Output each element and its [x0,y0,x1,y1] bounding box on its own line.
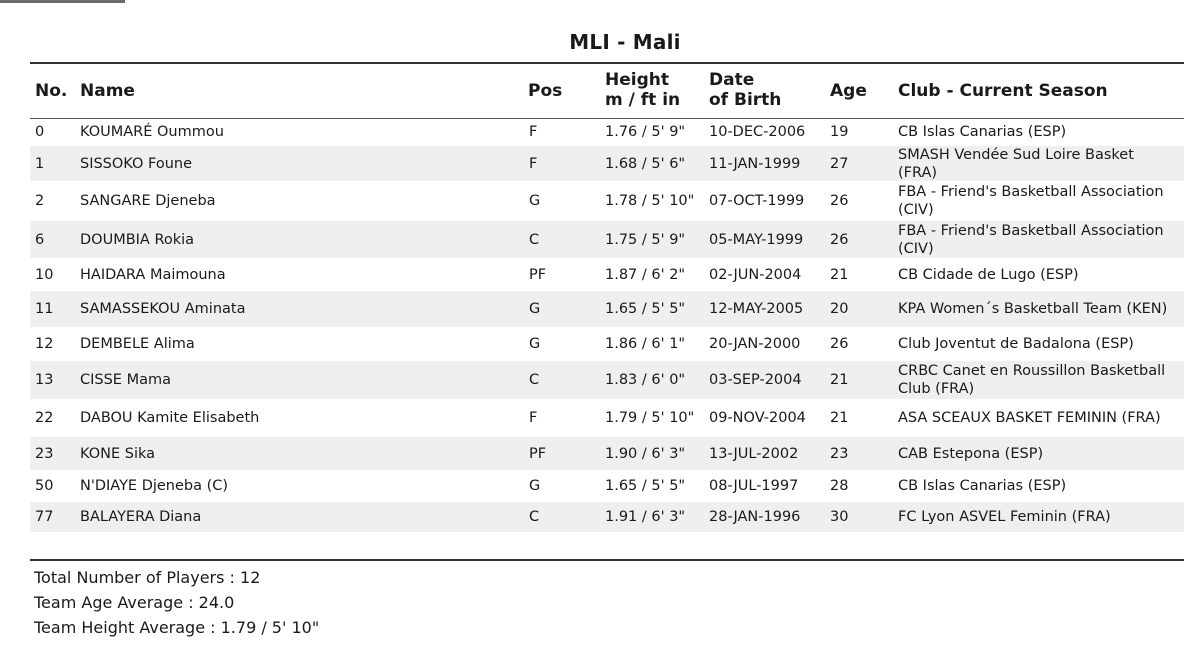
cell-dob: 20-JAN-2000 [709,336,801,352]
cell-dob: 11-JAN-1999 [709,155,801,172]
cell-no: 50 [35,478,54,494]
cell-height: 1.79 / 5' 10" [605,410,695,426]
cell-age: 30 [830,509,849,525]
cell-pos: G [529,193,541,209]
cell-dob: 05-MAY-1999 [709,231,804,248]
cell-name: DEMBELE Alima [80,336,195,352]
cell-pos: C [529,509,540,525]
table-row [30,502,1184,532]
cell-no: 13 [35,372,54,388]
cell-age: 20 [830,301,849,317]
cell-no: 22 [35,410,54,426]
cell-age: 21 [830,410,849,426]
cell-height: 1.65 / 5' 5" [605,301,686,317]
header-age: Age [830,81,867,101]
cell-club: CB Islas Canarias (ESP) [898,124,1067,140]
roster-table [30,118,1184,532]
cell-dob: 09-NOV-2004 [709,410,806,426]
cell-dob: 10-DEC-2006 [709,124,806,140]
cell-name: CISSE Mama [80,372,171,388]
table-row [30,437,1184,470]
top-divider [30,62,1184,64]
header-dob [709,70,781,110]
cell-age: 23 [830,445,849,462]
cell-name: N'DIAYE Djeneba (C) [80,478,229,494]
table-row [30,258,1184,291]
cell-name: DABOU Kamite Elisabeth [80,410,260,426]
cell-pos: C [529,372,540,388]
cell-height: 1.91 / 6' 3" [605,509,686,525]
table-row [30,399,1184,437]
cell-club: KPA Women´s Basketball Team (KEN) [898,301,1168,317]
cell-dob: 08-JUL-1997 [709,478,799,494]
cell-no: 10 [35,266,54,283]
bottom-divider [30,559,1184,561]
cell-pos: G [529,336,541,352]
cell-pos: C [529,231,540,248]
cell-pos: F [529,124,538,140]
cell-dob: 12-MAY-2005 [709,301,804,317]
cell-dob: 07-OCT-1999 [709,193,805,209]
team-height-average: Team Height Average : 1.79 / 5' 10" [34,618,320,637]
cell-no: 12 [35,336,54,352]
cell-no: 11 [35,301,54,317]
cell-club: FBA - Friend's Basketball Association (CIV) [898,222,1164,257]
cell-club: CB Islas Canarias (ESP) [898,478,1067,494]
cell-dob: 02-JUN-2004 [709,266,802,283]
table-row [30,146,1184,181]
page-title: MLI - Mali [569,30,681,54]
table-row [30,470,1184,502]
cell-height: 1.83 / 6' 0" [605,372,686,388]
cell-age: 26 [830,231,849,248]
cell-no: 77 [35,509,54,525]
total-players: Total Number of Players : 12 [34,568,261,587]
cell-age: 28 [830,478,849,494]
cell-club: FBA - Friend's Basketball Association (CIV) [898,184,1164,218]
cell-age: 19 [830,124,849,140]
cell-name: HAIDARA Maimouna [80,266,226,283]
cell-height: 1.86 / 6' 1" [605,336,686,352]
header-height [605,70,680,110]
table-row [30,118,1184,146]
cell-height: 1.87 / 6' 2" [605,266,686,283]
top-edge-mark [0,0,125,3]
header-dob-line1: Date [709,70,755,90]
cell-name: SISSOKO Foune [80,155,193,172]
cell-name: SANGARE Djeneba [80,193,216,209]
cell-pos: F [529,410,538,426]
cell-height: 1.75 / 5' 9" [605,231,686,248]
cell-club: SMASH Vendée Sud Loire Basket (FRA) [898,146,1134,181]
header-name: Name [80,81,135,101]
header-height-line1: Height [605,70,669,90]
cell-club: Club Joventut de Badalona (ESP) [898,336,1134,352]
cell-name: BALAYERA Diana [80,509,202,525]
table-row [30,221,1184,258]
cell-name: SAMASSEKOU Aminata [80,301,246,317]
cell-height: 1.68 / 5' 6" [605,155,686,172]
cell-age: 21 [830,372,849,388]
cell-no: 2 [35,193,45,209]
cell-height: 1.78 / 5' 10" [605,193,695,209]
cell-pos: PF [529,445,547,462]
header-height-line2: m / ft in [605,90,681,110]
cell-age: 21 [830,266,849,283]
table-row [30,291,1184,327]
cell-pos: G [529,301,541,317]
cell-age: 27 [830,155,849,172]
table-row [30,361,1184,399]
cell-club: CB Cidade de Lugo (ESP) [898,266,1079,283]
cell-no: 23 [35,445,54,462]
cell-no: 0 [35,124,45,140]
cell-age: 26 [830,336,849,352]
cell-height: 1.90 / 6' 3" [605,445,686,462]
cell-dob: 28-JAN-1996 [709,509,801,525]
cell-club: CAB Estepona (ESP) [898,445,1044,462]
cell-age: 26 [830,193,849,209]
cell-dob: 03-SEP-2004 [709,372,802,388]
cell-pos: F [529,155,538,172]
cell-club: FC Lyon ASVEL Feminin (FRA) [898,509,1111,525]
cell-no: 1 [35,155,45,172]
cell-name: KOUMARÉ Oummou [80,124,224,140]
header-no: No. [35,81,68,101]
cell-height: 1.76 / 5' 9" [605,124,686,140]
table-header [30,66,1184,118]
cell-pos: PF [529,266,547,283]
cell-pos: G [529,478,541,494]
cell-name: DOUMBIA Rokia [80,231,195,248]
team-age-average: Team Age Average : 24.0 [34,593,235,612]
cell-height: 1.65 / 5' 5" [605,478,686,494]
cell-no: 6 [35,231,45,248]
cell-club: CRBC Canet en Roussillon Basketball Club (FRA) [898,363,1166,397]
cell-dob: 13-JUL-2002 [709,445,799,462]
team-summary [34,565,319,640]
header-club: Club - Current Season [898,81,1108,101]
table-row [30,327,1184,361]
header-pos: Pos [528,81,563,101]
cell-club: ASA SCEAUX BASKET FEMININ (FRA) [898,410,1161,426]
cell-name: KONE Sika [80,445,156,462]
header-dob-line2: of Birth [709,90,782,110]
table-row [30,181,1184,221]
